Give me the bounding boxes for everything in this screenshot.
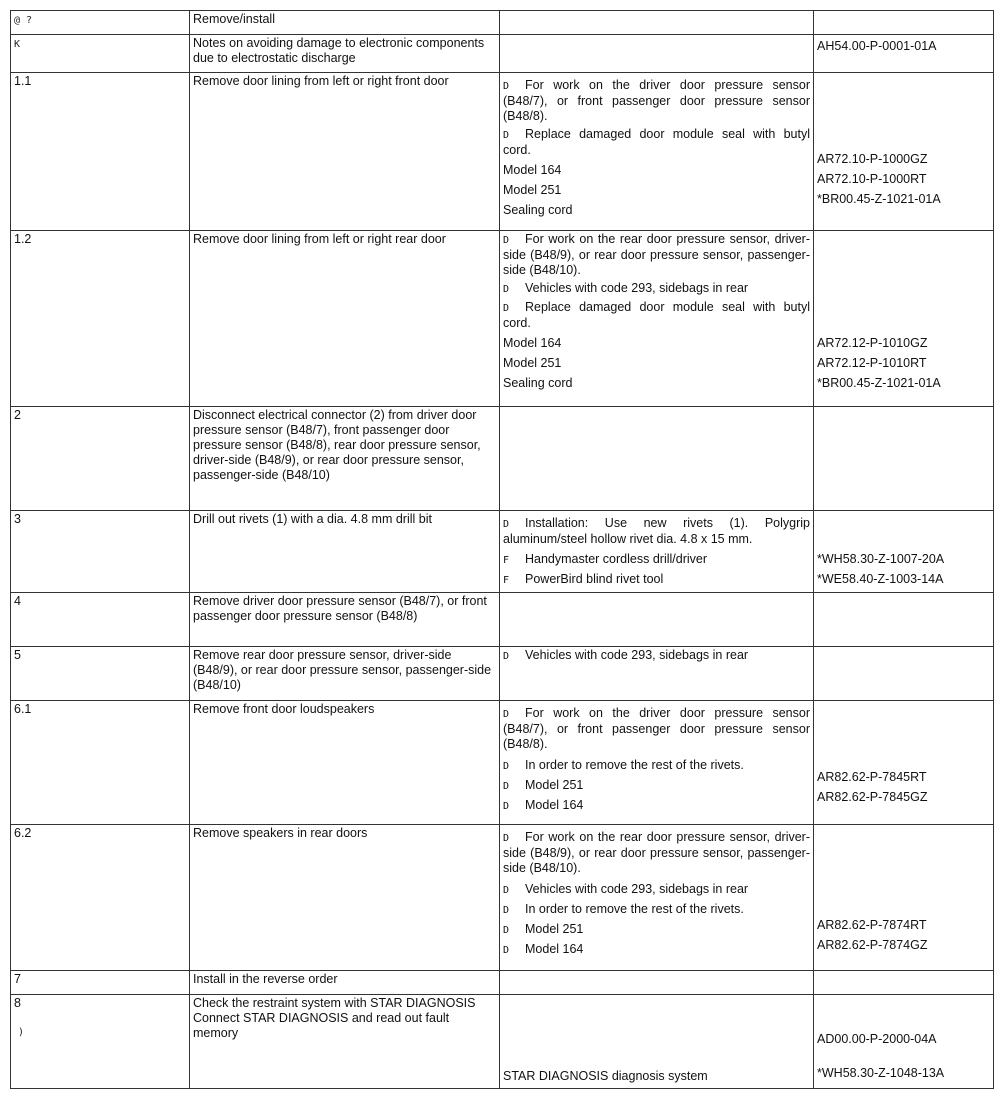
- note: D Replace damaged door module seal with butyl cord.: [503, 300, 810, 330]
- task-text: Remove front door loudspeakers: [190, 701, 500, 825]
- step-number: 6.1: [11, 701, 190, 825]
- reference-code[interactable]: AR72.10-P-1000GZ: [817, 152, 928, 166]
- note: D For work on the driver door pressure sensor (B48/7), or front passenger door pressure sensor (B48/8).: [503, 706, 810, 751]
- table-row: [11, 73, 994, 231]
- note: D For work on the driver door pressure sensor (B48/7), or front passenger door pressure sensor (B48/8).: [503, 78, 810, 123]
- procedure-table: [10, 10, 994, 1089]
- reference-code[interactable]: AR82.62-P-7845GZ: [817, 790, 928, 804]
- table-row: [11, 701, 994, 825]
- task-text: Notes on avoiding damage to electronic components due to electrostatic discharge: [190, 35, 500, 73]
- step-number: 8 ): [11, 995, 190, 1089]
- reference-code[interactable]: AR82.62-P-7845RT: [817, 770, 927, 784]
- step-number: 7: [11, 971, 190, 995]
- reference-code[interactable]: AR72.10-P-1000RT: [817, 172, 927, 186]
- header-symbol: @ ?: [11, 11, 190, 35]
- table-row: [11, 511, 994, 593]
- tool-item: F Handymaster cordless drill/driver: [503, 552, 708, 566]
- table-row: [11, 971, 994, 995]
- task-subtext: Connect STAR DIAGNOSIS and read out fault memory: [193, 1011, 450, 1040]
- note: D Vehicles with code 293, sidebags in rear: [503, 648, 749, 662]
- table-row: [11, 647, 994, 701]
- table-row: [11, 35, 994, 73]
- item-label: Model 164: [503, 336, 562, 350]
- task-text: Remove driver door pressure sensor (B48/7), or front passenger door pressure sensor (B48/8): [190, 593, 500, 647]
- repair-document: [10, 10, 993, 1089]
- header-title: Remove/install: [190, 11, 500, 35]
- note: D Installation: Use new rivets (1). Polygrip aluminum/steel hollow rivet dia. 4.8 x 15 mm.: [503, 516, 810, 546]
- note: D Vehicles with code 293, sidebags in rear: [503, 281, 749, 295]
- model-item: D Model 251: [503, 922, 584, 936]
- item-label: Sealing cord: [503, 203, 573, 217]
- model-item: D Model 251: [503, 778, 584, 792]
- item-label: Model 251: [503, 183, 562, 197]
- table-row: [11, 995, 994, 1089]
- table-row: [11, 593, 994, 647]
- item-label: STAR DIAGNOSIS diagnosis system: [503, 1069, 708, 1083]
- reference-code[interactable]: *WH58.30-Z-1048-13A: [817, 1066, 945, 1080]
- step-number: 3: [11, 511, 190, 593]
- reference-code[interactable]: AR72.12-P-1010RT: [817, 356, 927, 370]
- task-text: Remove door lining from left or right rear door: [190, 231, 500, 407]
- task-text: Disconnect electrical connector (2) from driver door pressure sensor (B48/7), front passenger door pressure sensor (B48/8), rear door pressure sensor, driver-side (B48/9), or rear door pressure sensor, passenger-side (B48/10): [190, 407, 500, 511]
- reference-code[interactable]: *BR00.45-Z-1021-01A: [817, 192, 941, 206]
- step-number: 1.1: [11, 73, 190, 231]
- note: D In order to remove the rest of the rivets.: [503, 902, 744, 916]
- task-text: Remove rear door pressure sensor, driver-side (B48/9), or rear door pressure sensor, passenger-side (B48/10): [190, 647, 500, 701]
- note: D Vehicles with code 293, sidebags in rear: [503, 882, 749, 896]
- model-item: D Model 164: [503, 942, 584, 956]
- tool-item: F PowerBird blind rivet tool: [503, 572, 664, 586]
- item-label: Model 164: [503, 163, 562, 177]
- step-number: K: [11, 35, 190, 73]
- step-number: 6.2: [11, 825, 190, 971]
- step-number: 4: [11, 593, 190, 647]
- note: D In order to remove the rest of the rivets.: [503, 758, 744, 772]
- table-row: [11, 11, 994, 35]
- reference-code[interactable]: AR72.12-P-1010GZ: [817, 336, 928, 350]
- task-text: Drill out rivets (1) with a dia. 4.8 mm drill bit: [190, 511, 500, 593]
- item-label: Sealing cord: [503, 376, 573, 390]
- reference-code[interactable]: *WE58.40-Z-1003-14A: [817, 572, 944, 586]
- reference-code[interactable]: AR82.62-P-7874GZ: [817, 938, 928, 952]
- note: D For work on the rear door pressure sensor, driver-side (B48/9), or rear door pressure sensor, passenger-side (B48/10).: [503, 232, 810, 277]
- reference-code[interactable]: AR82.62-P-7874RT: [817, 918, 927, 932]
- reference-code[interactable]: *BR00.45-Z-1021-01A: [817, 376, 941, 390]
- note: D Replace damaged door module seal with butyl cord.: [503, 127, 810, 157]
- reference-code[interactable]: AD00.00-P-2000-04A: [817, 1032, 937, 1046]
- table-row: [11, 407, 994, 511]
- note: D For work on the rear door pressure sensor, driver-side (B48/9), or rear door pressure sensor, passenger-side (B48/10).: [503, 830, 810, 875]
- table-row: [11, 231, 994, 407]
- table-row: [11, 825, 994, 971]
- task-text: Check the restraint system with STAR DIAGNOSIS: [193, 996, 476, 1010]
- task-text: Remove door lining from left or right front door: [190, 73, 500, 231]
- task-text: Remove speakers in rear doors: [190, 825, 500, 971]
- reference-code[interactable]: AH54.00-P-0001-01A: [814, 35, 994, 73]
- item-label: Model 251: [503, 356, 562, 370]
- step-sub-symbol: ): [18, 1027, 25, 1038]
- step-number: 1.2: [11, 231, 190, 407]
- reference-code[interactable]: *WH58.30-Z-1007-20A: [817, 552, 945, 566]
- step-number: 5: [11, 647, 190, 701]
- step-number: 2: [11, 407, 190, 511]
- model-item: D Model 164: [503, 798, 584, 812]
- task-text: Install in the reverse order: [190, 971, 500, 995]
